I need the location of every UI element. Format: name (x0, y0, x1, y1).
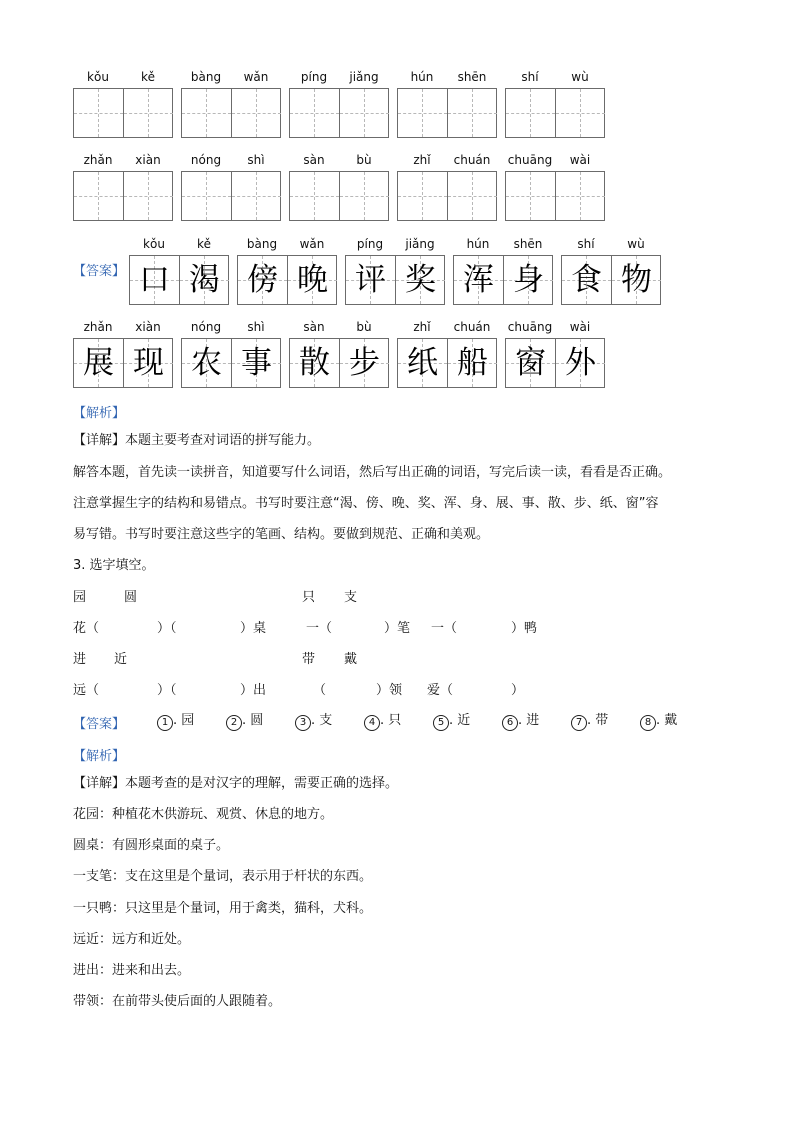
character: 散 (299, 345, 330, 381)
answer-item: 7 . 带 (571, 713, 608, 731)
character: 物 (621, 262, 652, 298)
pinyin-label: wù (571, 70, 589, 84)
character (340, 172, 389, 220)
tianzige-box (345, 255, 445, 305)
answer-character: 戴 (664, 713, 678, 728)
character-cell (290, 172, 339, 220)
q3-answer-label: 【答案】 (73, 717, 126, 732)
word-grid (73, 320, 173, 388)
option-zhi-branch: 支 (344, 590, 358, 605)
character-cell (555, 339, 605, 387)
pinyin-label: jiǎng (349, 70, 379, 84)
q2-paragraph-2: 注意掌握生字的结构和易错点。书写时要注意“渴、傍、晚、奖、浑、身、展、事、散、步、纸、窗”容 (73, 496, 659, 511)
character: 评 (355, 262, 386, 298)
option-jin-near: 近 (114, 652, 128, 667)
pinyin-label: kǒu (87, 70, 109, 84)
word-grid (505, 70, 605, 138)
pinyin-label: kě (197, 237, 211, 251)
answer-item: 4 . 只 (364, 713, 401, 731)
pinyin-label: wǎn (299, 237, 325, 251)
pinyin-grid-row-1 (0, 70, 794, 150)
character-cell (123, 89, 173, 137)
pinyin-label: píng (300, 70, 328, 84)
fill-line-2-part-b: ）（ (157, 683, 177, 698)
character-cell (123, 172, 173, 220)
pinyin-label: shēn (513, 237, 543, 251)
pinyin-label: hún (410, 70, 434, 84)
tianzige-box (505, 88, 605, 138)
character-cell (231, 172, 281, 220)
pinyin-label: bù (356, 320, 372, 334)
explanation-dailing: 带领：在前带头使后面的人跟随着。 (73, 994, 282, 1009)
answer-number: 1 (157, 715, 173, 731)
answer-item: 6 . 进 (502, 713, 539, 731)
q3-detail: 【详解】本题考查的是对汉字的理解，需要正确的选择。 (73, 776, 399, 791)
character (398, 172, 447, 220)
character-cell (447, 89, 497, 137)
explanation-yuanjin: 远近：远方和近处。 (73, 932, 191, 947)
character-cell (339, 172, 389, 220)
character-cell (74, 339, 123, 387)
character: 步 (349, 345, 380, 381)
character (398, 89, 447, 137)
fill-line-1-part-a: 花（ (73, 621, 100, 636)
word-grid (453, 237, 553, 305)
answer-item: 3 . 支 (295, 713, 332, 731)
character (124, 89, 173, 137)
fill-line-2-part-g: ） (511, 683, 525, 698)
character-cell (398, 339, 447, 387)
answer-number: 6 (502, 715, 518, 731)
character: 纸 (407, 345, 438, 381)
character (556, 172, 605, 220)
character-cell (231, 339, 281, 387)
character-cell (290, 339, 339, 387)
word-grid (561, 237, 661, 305)
word-grid (73, 153, 173, 221)
pinyin-label: wù (627, 237, 645, 251)
character: 事 (241, 345, 272, 381)
pinyin-label: kǒu (143, 237, 165, 251)
answer-number: 2 (226, 715, 242, 731)
pinyin-label: píng (356, 237, 384, 251)
tianzige-box (73, 338, 173, 388)
character (340, 89, 389, 137)
word-grid (129, 237, 229, 305)
pinyin-label: bàng (190, 70, 222, 84)
pinyin-label: chuāng (507, 153, 553, 167)
answer-character: 支 (319, 713, 333, 728)
word-grid (181, 70, 281, 138)
character: 口 (139, 262, 170, 298)
character (448, 172, 497, 220)
pinyin-label: sàn (303, 320, 325, 334)
character-cell (562, 256, 611, 304)
answer-item: 8 . 戴 (640, 713, 677, 731)
character (556, 89, 605, 137)
explanation-yizhibi: 一支笔：支在这里是个量词，表示用于杆状的东西。 (73, 869, 373, 884)
word-grid (397, 70, 497, 138)
word-grid (505, 153, 605, 221)
pinyin-label: shēn (457, 70, 487, 84)
character: 傍 (247, 262, 278, 298)
answer-item: 5 . 近 (433, 713, 470, 731)
option-zhi-measure: 只 (302, 590, 316, 605)
pinyin-label: kě (141, 70, 155, 84)
explanation-huayuan: 花园：种植花木供游玩、观赏、休息的地方。 (73, 807, 334, 822)
character: 现 (133, 345, 164, 381)
character: 食 (571, 262, 602, 298)
explanation-jinchu: 进出：进来和出去。 (73, 963, 191, 978)
tianzige-box (289, 88, 389, 138)
character-cell (506, 339, 555, 387)
tianzige-box (181, 338, 281, 388)
tianzige-box (73, 171, 173, 221)
answer-number: 5 (433, 715, 449, 731)
character: 船 (457, 345, 488, 381)
pinyin-label: xiàn (135, 153, 161, 167)
character-cell (395, 256, 445, 304)
word-grid (505, 320, 605, 388)
answer-label: 【答案】 (73, 264, 126, 279)
answer-grid-row-1 (0, 237, 794, 317)
pinyin-label: zhǐ (413, 153, 431, 167)
character-cell (74, 172, 123, 220)
character: 外 (565, 345, 596, 381)
pinyin-label: nóng (190, 320, 222, 334)
character: 浑 (463, 262, 494, 298)
fill-line-1-part-b: ）（ (157, 621, 177, 636)
option-yuan-round: 圆 (124, 590, 138, 605)
tianzige-box (181, 88, 281, 138)
pinyin-label: hún (466, 237, 490, 251)
character-cell (123, 339, 173, 387)
pinyin-label: zhǎn (83, 320, 113, 334)
pinyin-label: xiàn (135, 320, 161, 334)
pinyin-label: shí (521, 70, 539, 84)
answer-character: 近 (457, 713, 471, 728)
character-cell (398, 172, 447, 220)
q2-paragraph-1: 解答本题，首先读一读拼音，知道要写什么词语，然后写出正确的词语，写完后读一读，看看是否正确。 (73, 465, 672, 480)
pinyin-label: wài (569, 320, 591, 334)
character-cell (346, 256, 395, 304)
character-cell (454, 256, 503, 304)
character-cell (231, 89, 281, 137)
option-dai-lead: 带 (302, 652, 316, 667)
fill-line-2-part-e: ）领 (376, 683, 403, 698)
character-cell (447, 339, 497, 387)
tianzige-box (561, 255, 661, 305)
pinyin-label: shì (247, 320, 265, 334)
pinyin-label: jiǎng (405, 237, 435, 251)
character-cell (339, 339, 389, 387)
character (74, 89, 123, 137)
answer-character: 进 (526, 713, 540, 728)
fill-line-2-part-d: （ (313, 683, 327, 698)
character (290, 172, 339, 220)
character-cell (238, 256, 287, 304)
character (448, 89, 497, 137)
word-grid (345, 237, 445, 305)
character-cell (339, 89, 389, 137)
answer-grid-row-2 (0, 320, 794, 400)
pinyin-label: bù (356, 153, 372, 167)
tianzige-box (289, 171, 389, 221)
fill-line-1-part-c: ）桌 (240, 621, 267, 636)
character-cell (398, 89, 447, 137)
pinyin-grid-row-2 (0, 153, 794, 233)
word-grid (237, 237, 337, 305)
character-cell (611, 256, 661, 304)
character-cell (182, 339, 231, 387)
answer-number: 7 (571, 715, 587, 731)
word-grid (73, 70, 173, 138)
character (506, 172, 555, 220)
q3-title: 3. 选字填空。 (73, 558, 155, 573)
answer-number: 8 (640, 715, 656, 731)
option-dai-wear: 戴 (344, 652, 358, 667)
pinyin-label: chuāng (507, 320, 553, 334)
tianzige-box (505, 171, 605, 221)
tianzige-box (181, 171, 281, 221)
tianzige-box (237, 255, 337, 305)
tianzige-box (453, 255, 553, 305)
answer-character: 带 (595, 713, 609, 728)
pinyin-label: sàn (303, 153, 325, 167)
fill-line-2-part-c: ）出 (240, 683, 267, 698)
character (290, 89, 339, 137)
answer-item: 2 . 圆 (226, 713, 263, 731)
pinyin-label: chuán (453, 153, 491, 167)
q3-analysis-label: 【解析】 (73, 749, 126, 764)
character-cell (287, 256, 337, 304)
character: 展 (83, 345, 114, 381)
word-grid (181, 320, 281, 388)
tianzige-box (129, 255, 229, 305)
pinyin-label: chuán (453, 320, 491, 334)
fill-line-1-part-g: ）鸭 (511, 621, 538, 636)
answer-character: 只 (388, 713, 402, 728)
pinyin-label: shì (247, 153, 265, 167)
character (232, 89, 281, 137)
character-cell (555, 89, 605, 137)
pinyin-label: wài (569, 153, 591, 167)
answer-number: 4 (364, 715, 380, 731)
answer-item: 1 . 园 (157, 713, 194, 731)
character-cell (503, 256, 553, 304)
word-grid (289, 153, 389, 221)
fill-line-2-part-f: 爱（ (427, 683, 454, 698)
analysis-label: 【解析】 (73, 406, 126, 421)
fill-line-2-part-a: 远（ (73, 683, 100, 698)
q2-detail: 【详解】本题主要考查对词语的拼写能力。 (73, 433, 321, 448)
character (182, 172, 231, 220)
pinyin-label: zhǎn (83, 153, 113, 167)
pinyin-label: zhǐ (413, 320, 431, 334)
character-cell (447, 172, 497, 220)
tianzige-box (397, 88, 497, 138)
character: 农 (191, 345, 222, 381)
answer-character: 圆 (250, 713, 264, 728)
character-cell (555, 172, 605, 220)
explanation-yizhiya: 一只鸭：只这里是个量词，用于禽类，猫科，犬科。 (73, 901, 373, 916)
character: 奖 (405, 262, 436, 298)
character-cell (182, 172, 231, 220)
q2-paragraph-3: 易写错。书写时要注意这些字的笔画、结构。要做到规范、正确和美观。 (73, 527, 490, 542)
fill-line-1-part-e: ）笔 (384, 621, 411, 636)
character-cell (74, 89, 123, 137)
answer-number: 3 (295, 715, 311, 731)
character: 渴 (189, 262, 220, 298)
pinyin-label: wǎn (243, 70, 269, 84)
fill-line-1-part-f: 一（ (431, 621, 458, 636)
character-cell (290, 89, 339, 137)
character (74, 172, 123, 220)
explanation-yuanzhuo: 圆桌：有圆形桌面的桌子。 (73, 838, 230, 853)
character-cell (506, 172, 555, 220)
word-grid (397, 320, 497, 388)
character (124, 172, 173, 220)
word-grid (397, 153, 497, 221)
tianzige-box (73, 88, 173, 138)
character-cell (182, 89, 231, 137)
character: 身 (513, 262, 544, 298)
character-cell (506, 89, 555, 137)
character (182, 89, 231, 137)
word-grid (289, 70, 389, 138)
tianzige-box (505, 338, 605, 388)
word-grid (289, 320, 389, 388)
character: 晚 (297, 262, 328, 298)
pinyin-label: shí (577, 237, 595, 251)
fill-line-1-part-d: 一（ (306, 621, 333, 636)
character-cell (179, 256, 229, 304)
option-yuan-garden: 园 (73, 590, 87, 605)
tianzige-box (397, 338, 497, 388)
character: 窗 (515, 345, 546, 381)
answer-character: 园 (181, 713, 195, 728)
pinyin-label: nóng (190, 153, 222, 167)
pinyin-label: bàng (246, 237, 278, 251)
option-jin-enter: 进 (73, 652, 87, 667)
tianzige-box (397, 171, 497, 221)
word-grid (181, 153, 281, 221)
character (506, 89, 555, 137)
character-cell (130, 256, 179, 304)
tianzige-box (289, 338, 389, 388)
character (232, 172, 281, 220)
